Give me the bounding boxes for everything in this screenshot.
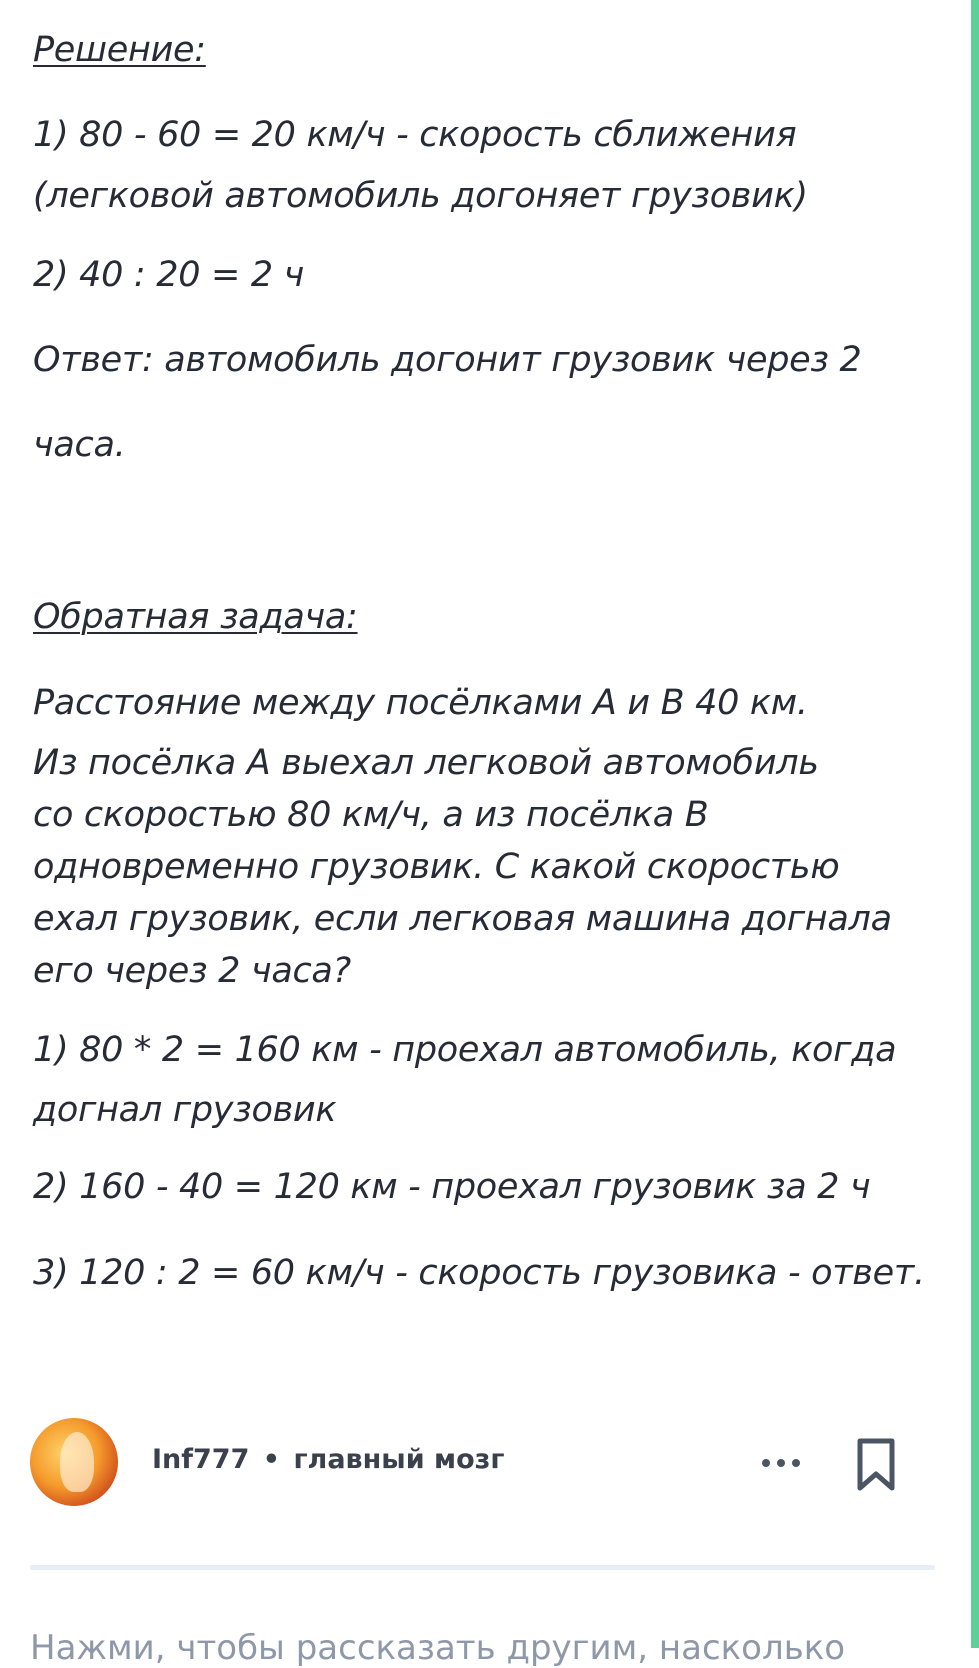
inverse-step3: 3) 120 : 2 = 60 км/ч - скорость грузовика - ответ. [33, 1253, 925, 1293]
author-rank: главный мозг [293, 1444, 505, 1475]
solution-step2: 2) 40 : 20 = 2 ч [33, 255, 305, 295]
inverse-problem-line: одновременно грузовик. С какой скоростью [33, 847, 840, 887]
solution-step1-line2: (легковой автомобиль догоняет грузовик) [33, 176, 808, 216]
inverse-step1-line2: догнал грузовик [33, 1090, 337, 1130]
inverse-problem-line: ехал грузовик, если легковая машина догнала [33, 899, 892, 939]
inverse-heading: Обратная задача: [33, 597, 358, 637]
more-dots-icon [762, 1459, 770, 1467]
right-accent-strip [971, 0, 979, 1648]
author-row [30, 1418, 930, 1508]
bookmark-icon [856, 1438, 896, 1492]
answer-line2: часа. [33, 425, 126, 465]
avatar[interactable] [30, 1418, 118, 1506]
author-separator: • [262, 1444, 281, 1475]
more-dots-icon [777, 1459, 785, 1467]
author-name-line[interactable] [152, 1444, 504, 1475]
inverse-step1-line1: 1) 80 * 2 = 160 км - проехал автомобиль, когда [33, 1030, 897, 1070]
answer-line1: Ответ: автомобиль догонит грузовик через 2 [33, 340, 862, 380]
solution-heading: Решение: [33, 30, 206, 70]
rate-prompt-text[interactable]: Нажми, чтобы рассказать другим, насколько [30, 1628, 846, 1668]
author-username[interactable]: Inf777 [152, 1444, 250, 1475]
inverse-problem-line: Расстояние между посёлками А и В 40 км. [33, 683, 808, 723]
inverse-problem-line: со скоростью 80 км/ч, а из посёлка В [33, 795, 709, 835]
bookmark-button[interactable] [856, 1438, 896, 1492]
inverse-step2: 2) 160 - 40 = 120 км - проехал грузовик за 2 ч [33, 1167, 871, 1207]
divider [30, 1565, 935, 1570]
more-options-button[interactable] [756, 1446, 806, 1480]
more-dots-icon [792, 1459, 800, 1467]
solution-step1-line1: 1) 80 - 60 = 20 км/ч - скорость сближения [33, 115, 797, 155]
inverse-problem-line: его через 2 часа? [33, 951, 351, 991]
avatar-figure [60, 1432, 94, 1492]
inverse-problem-line: Из посёлка А выехал легковой автомобиль [33, 743, 819, 783]
